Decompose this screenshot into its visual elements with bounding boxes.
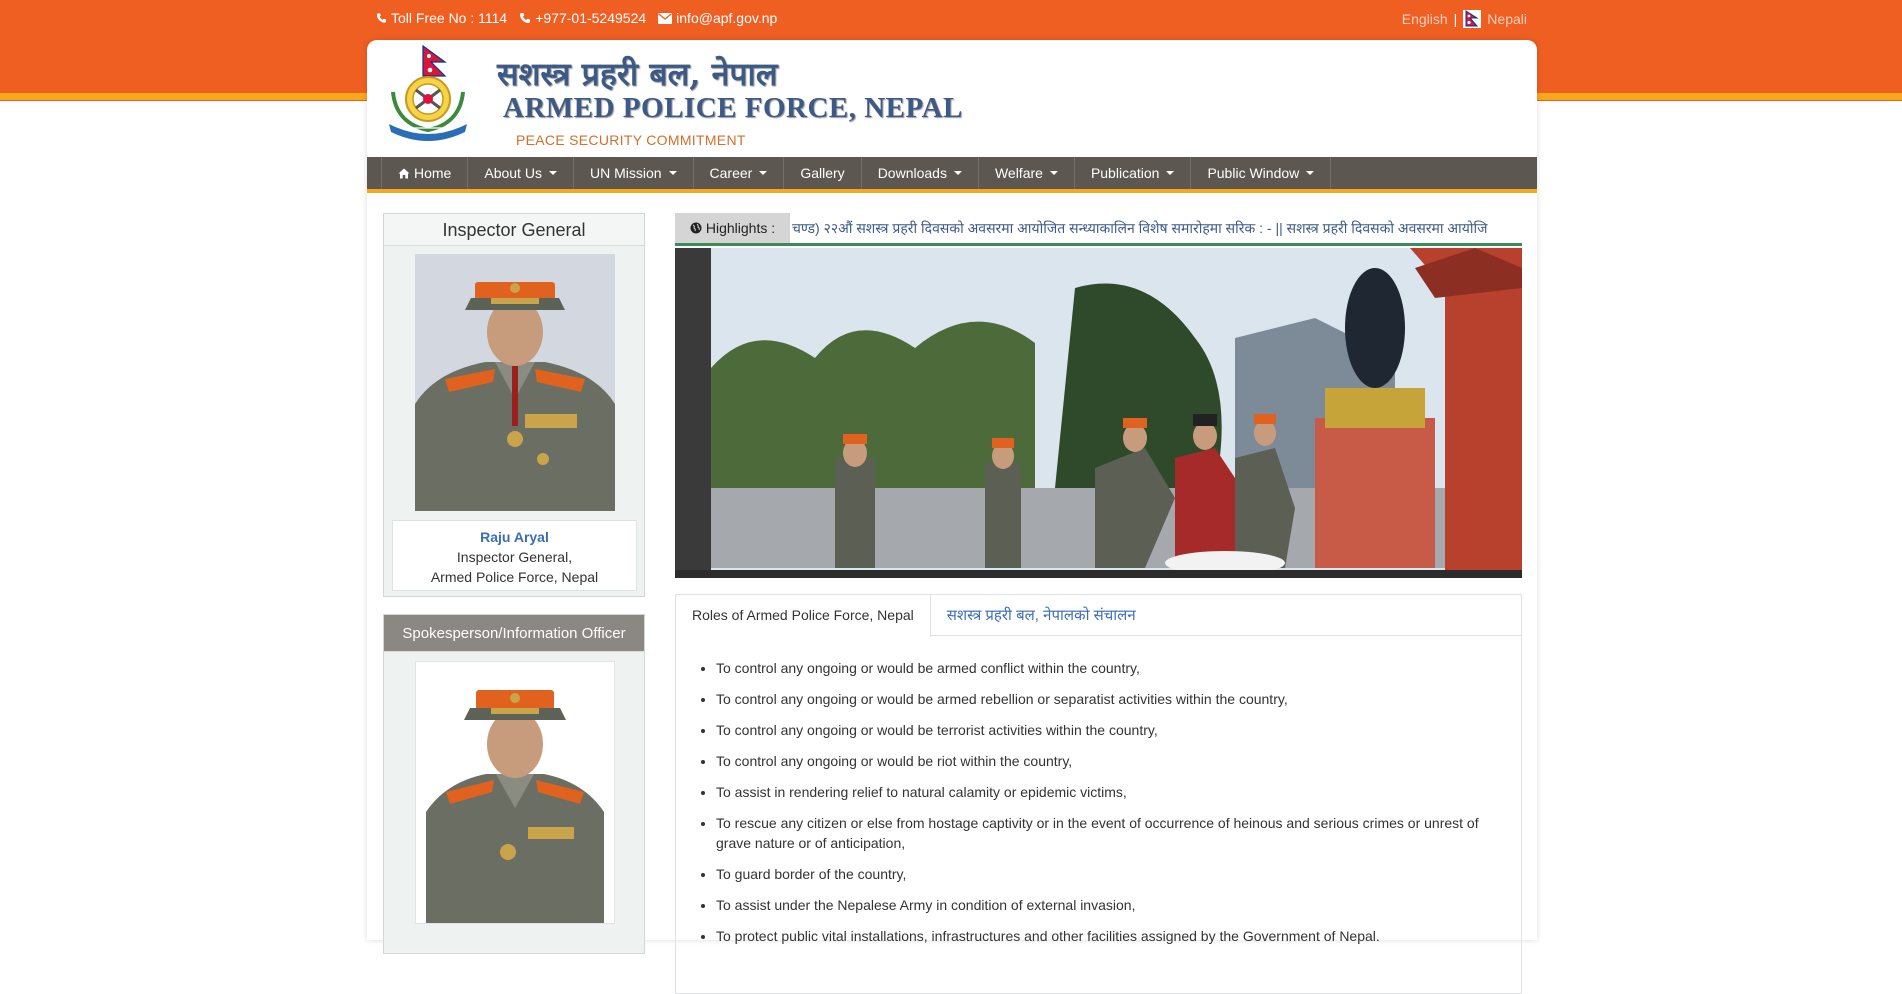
highlights-ticker <box>675 213 1522 246</box>
nav-welfare-label: Welfare <box>994 165 1043 181</box>
inspector-general-card <box>392 520 637 591</box>
site-title-english: ARMED POLICE FORCE, NEPAL <box>503 92 963 124</box>
lang-nepali-link[interactable]: Nepali <box>1487 11 1527 27</box>
caret-down-icon <box>1306 171 1314 175</box>
spokesperson-photo[interactable] <box>415 661 615 924</box>
tab-operation[interactable]: सशस्त्र प्रहरी बल, नेपालको संचालन <box>946 607 1136 624</box>
main-nav <box>367 157 1537 193</box>
inspector-general-org: Armed Police Force, Nepal <box>430 569 599 585</box>
nav-un-mission[interactable] <box>573 157 693 189</box>
globe-icon <box>690 222 702 234</box>
role-item: • To control any ongoing or would be terrorist activities within the country, <box>716 720 1521 740</box>
ceremony-photo <box>675 248 1522 578</box>
caret-down-icon <box>759 171 767 175</box>
site-title-nepali: सशस्त्र प्रहरी बल, नेपाल <box>497 55 778 93</box>
nav-gallery[interactable] <box>783 157 860 189</box>
phone-contact[interactable] <box>519 10 646 26</box>
nav-gallery-label: Gallery <box>800 165 845 181</box>
roles-tabs-box <box>675 594 1522 994</box>
nav-about-us-label: About Us <box>484 165 542 181</box>
email-text: info@apf.gov.np <box>676 10 778 26</box>
nav-about-us[interactable] <box>467 157 573 189</box>
nepal-flag-icon <box>1463 10 1481 28</box>
caret-down-icon <box>954 171 962 175</box>
nav-un-mission-label: UN Mission <box>589 165 662 181</box>
lang-english-link[interactable]: English <box>1401 11 1448 27</box>
toll-free <box>376 10 507 26</box>
highlights-marquee-text[interactable]: चण्ड) २२औं सशस्त्र प्रहरी दिवसको अवसरमा आयोजित सन्ध्याकालिन विशेष समारोहमा सरिक : - || सशस्त्र प्रहरी दिवसको अवसरमा आयोजि <box>790 213 1522 243</box>
page-container <box>367 40 1537 944</box>
nav-home-label: Home <box>414 165 452 181</box>
role-item: • To control any ongoing or would be armed rebellion or separatist activities within the country, <box>716 689 1521 709</box>
inspector-general-photo[interactable] <box>415 254 615 511</box>
lang-separator: | <box>1453 11 1458 27</box>
nav-public-window-label: Public Window <box>1207 165 1300 181</box>
role-item: • To assist under the Nepalese Army in condition of external invasion, <box>716 895 1521 915</box>
envelope-icon <box>658 13 672 24</box>
nav-career-label: Career <box>709 165 753 181</box>
role-item: • To control any ongoing or would be armed conflict within the country, <box>716 658 1521 678</box>
role-item: • To protect public vital installations, infrastructures and other facilities assigned by the Government of Nepal. <box>716 926 1521 946</box>
nav-career[interactable] <box>693 157 784 189</box>
highlights-label-text: Highlights : <box>705 220 776 236</box>
site-motto: PEACE SECURITY COMMITMENT <box>516 132 746 148</box>
nav-publication[interactable] <box>1074 157 1191 189</box>
phone-icon <box>376 12 387 24</box>
officer-portrait-image <box>416 662 614 923</box>
role-item: • To assist in rendering relief to natural calamity or epidemic victims, <box>716 782 1521 802</box>
site-header <box>367 40 1537 157</box>
tab-bar <box>676 595 1521 636</box>
nav-downloads[interactable] <box>861 157 978 189</box>
tab-roles[interactable]: Roles of Armed Police Force, Nepal <box>676 595 931 637</box>
roles-list <box>676 636 1521 946</box>
role-item: • To rescue any citizen or else from hostage captivity or in the event of occurrence of heinous and serious crimes or unrest of grave nature or of anticipation, <box>716 813 1521 853</box>
photo-slider[interactable] <box>675 248 1522 578</box>
home-icon <box>398 168 410 179</box>
caret-down-icon <box>549 171 557 175</box>
officer-portrait-image <box>415 254 615 511</box>
apf-emblem-logo[interactable] <box>383 44 473 150</box>
nav-home[interactable] <box>381 157 467 189</box>
toll-free-text: Toll Free No : 1114 <box>391 10 508 26</box>
caret-down-icon <box>1050 171 1058 175</box>
nav-downloads-label: Downloads <box>877 165 947 181</box>
nav-publication-label: Publication <box>1090 165 1160 181</box>
caret-down-icon <box>669 171 677 175</box>
contact-info <box>376 10 777 26</box>
highlights-label <box>675 213 790 243</box>
inspector-general-title: Inspector General, <box>456 549 573 565</box>
spokesperson-panel <box>383 614 645 954</box>
language-switcher <box>1402 10 1527 28</box>
caret-down-icon <box>1166 171 1174 175</box>
phone-icon <box>519 12 531 24</box>
phone-text: +977-01-5249524 <box>535 10 647 26</box>
nav-welfare[interactable] <box>978 157 1074 189</box>
role-item: • To control any ongoing or would be riot within the country, <box>716 751 1521 771</box>
email-contact[interactable] <box>658 10 777 26</box>
inspector-general-heading: Inspector General <box>384 214 644 246</box>
inspector-general-name[interactable]: Raju Aryal <box>480 529 549 545</box>
spokesperson-heading: Spokesperson/Information Officer <box>384 615 644 652</box>
nav-public-window[interactable] <box>1190 157 1331 189</box>
inspector-general-panel <box>383 213 645 597</box>
role-item: • To guard border of the country, <box>716 864 1521 884</box>
